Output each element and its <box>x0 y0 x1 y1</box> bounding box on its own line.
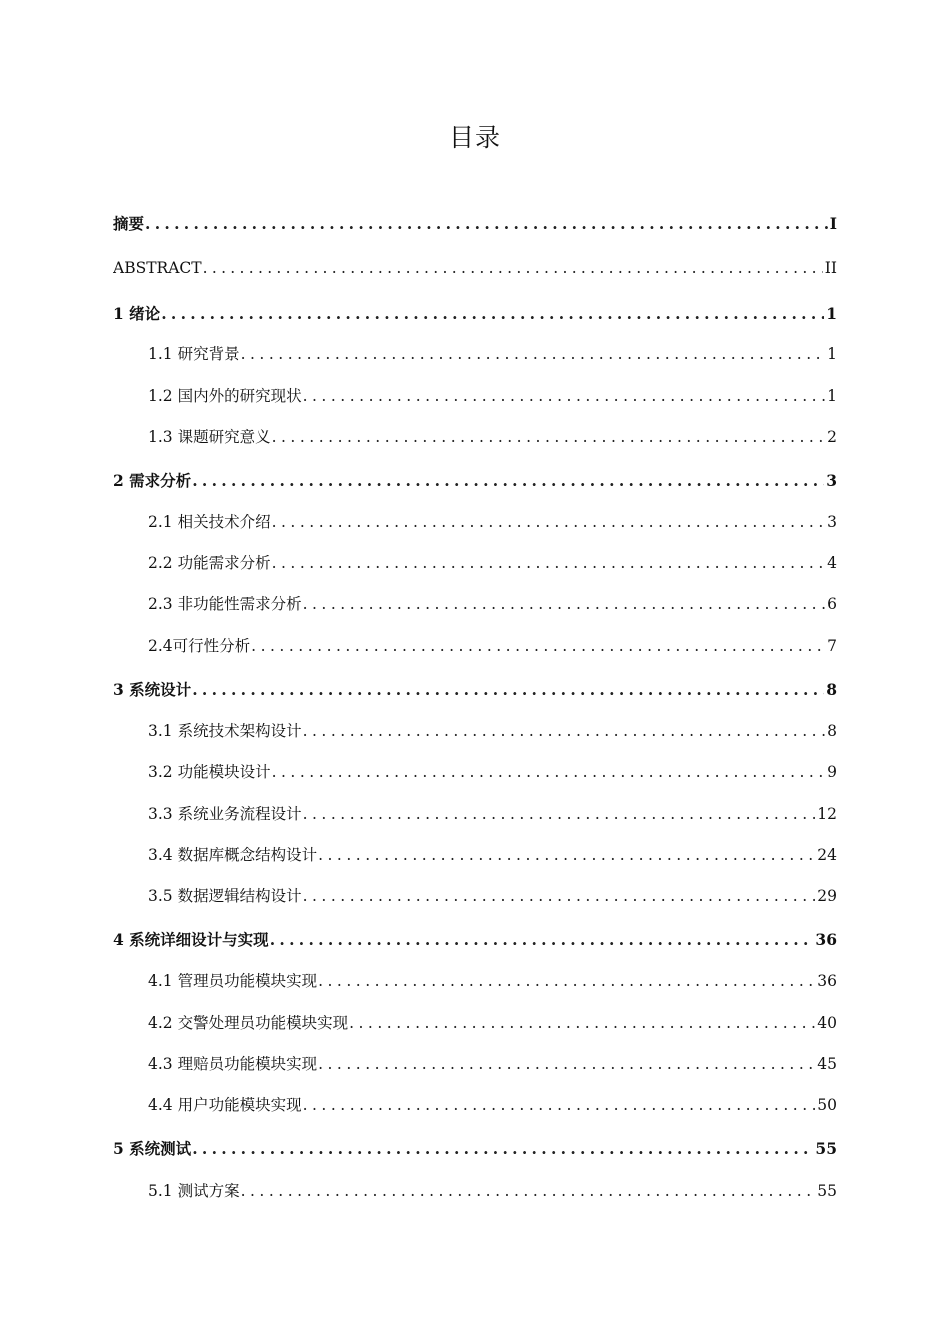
toc-dot-leader <box>270 930 814 952</box>
toc-dot-leader <box>303 1095 816 1117</box>
toc-entry-page: II <box>824 259 837 277</box>
toc-dot-leader <box>272 512 826 534</box>
toc-dot-leader <box>272 553 826 575</box>
toc-entry-chapter-4[interactable] <box>113 928 837 952</box>
toc-dot-leader <box>145 214 828 236</box>
toc-entry-page: 40 <box>817 1014 837 1032</box>
toc-entry-label: 2.2 功能需求分析 <box>148 554 271 572</box>
toc-dot-leader <box>192 1139 813 1161</box>
toc-entry-page: 1 <box>826 304 837 323</box>
toc-dot-leader <box>318 971 815 993</box>
toc-entry-page: 2 <box>827 428 837 446</box>
toc-entry-chapter-3[interactable] <box>113 678 837 702</box>
toc-entry-chapter-5[interactable] <box>113 1137 837 1161</box>
toc-entry-label: 2.1 相关技术介绍 <box>148 513 271 531</box>
toc-entry-abstract-cn[interactable] <box>113 212 837 236</box>
page-title: 目录 <box>448 123 501 152</box>
toc-entry-page: 45 <box>817 1055 837 1073</box>
toc-entry-page: 50 <box>817 1096 837 1114</box>
toc-entry-page: 12 <box>817 805 837 823</box>
toc-entry-page: 4 <box>827 554 837 572</box>
toc-entry-label: 1 绪论 <box>113 304 161 323</box>
toc-dot-leader <box>192 471 824 493</box>
toc-dot-leader <box>318 845 815 867</box>
toc-entry-label: 1.3 课题研究意义 <box>148 428 271 446</box>
toc-entry-chapter-1[interactable] <box>113 302 837 326</box>
toc-entry-page: 55 <box>817 1182 837 1200</box>
toc-entry-label: 4 系统详细设计与实现 <box>113 930 269 949</box>
toc-entry-label: 3.5 数据逻辑结构设计 <box>148 887 302 905</box>
toc-dot-leader <box>349 1013 815 1035</box>
toc-entry-2-1[interactable] <box>148 510 837 534</box>
toc-dot-leader <box>303 886 816 908</box>
toc-entry-chapter-2[interactable] <box>113 469 837 493</box>
toc-entry-page: 7 <box>827 637 837 655</box>
toc-dot-leader <box>241 344 826 366</box>
toc-entry-label: 4.2 交警处理员功能模块实现 <box>148 1014 349 1032</box>
toc-entry-abstract-en[interactable] <box>113 256 837 280</box>
toc-entry-page: 6 <box>827 595 837 613</box>
toc-entry-1-3[interactable] <box>148 425 837 449</box>
toc-dot-leader <box>303 386 826 408</box>
toc-entry-page: 29 <box>817 887 837 905</box>
toc-entry-page: 55 <box>815 1139 837 1158</box>
toc-entry-3-4[interactable] <box>148 843 837 867</box>
toc-entry-4-4[interactable] <box>148 1093 837 1117</box>
toc-entry-label: 2.4可行性分析 <box>148 637 251 655</box>
toc-entry-2-2[interactable] <box>148 551 837 575</box>
toc-entry-2-3[interactable] <box>148 592 837 616</box>
toc-entry-page: I <box>829 214 837 233</box>
toc-entry-page: 8 <box>827 722 837 740</box>
toc-entry-3-2[interactable] <box>148 760 837 784</box>
toc-entry-label: 2 需求分析 <box>113 471 192 490</box>
toc-entry-4-3[interactable] <box>148 1052 837 1076</box>
toc-entry-label: 3.2 功能模块设计 <box>148 763 271 781</box>
toc-dot-leader <box>251 636 825 658</box>
toc-entry-label: 1.1 研究背景 <box>148 345 240 363</box>
toc-dot-leader <box>303 721 826 743</box>
toc-entry-4-1[interactable] <box>148 969 837 993</box>
toc-entry-label: 4.3 理赔员功能模块实现 <box>148 1055 318 1073</box>
toc-entry-label: 1.2 国内外的研究现状 <box>148 387 302 405</box>
toc-entry-page: 9 <box>827 763 837 781</box>
toc-dot-leader <box>192 680 824 702</box>
toc-entry-label: 3 系统设计 <box>113 680 192 699</box>
toc-entry-label: 3.4 数据库概念结构设计 <box>148 846 318 864</box>
toc-entry-3-5[interactable] <box>148 884 837 908</box>
toc-dot-leader <box>303 804 816 826</box>
toc-dot-leader <box>161 304 824 326</box>
toc-entry-3-3[interactable] <box>148 802 837 826</box>
toc-entry-page: 8 <box>826 680 837 699</box>
toc-entry-label: 4.4 用户功能模块实现 <box>148 1096 302 1114</box>
toc-entry-label: 5 系统测试 <box>113 1139 192 1158</box>
toc-entry-5-1[interactable] <box>148 1179 837 1203</box>
toc-entry-label: 5.1 测试方案 <box>148 1182 240 1200</box>
toc-dot-leader <box>203 258 823 280</box>
toc-entry-page: 24 <box>817 846 837 864</box>
toc-entry-1-1[interactable] <box>148 342 837 366</box>
toc-entry-1-2[interactable] <box>148 384 837 408</box>
toc-dot-leader <box>318 1054 815 1076</box>
toc-entry-page: 36 <box>817 972 837 990</box>
toc-dot-leader <box>272 762 826 784</box>
toc-dot-leader <box>272 427 826 449</box>
toc-entry-3-1[interactable] <box>148 719 837 743</box>
toc-dot-leader <box>303 594 826 616</box>
toc-entry-2-4[interactable] <box>148 634 837 658</box>
toc-entry-page: 1 <box>827 345 837 363</box>
toc-entry-4-2[interactable] <box>148 1011 837 1035</box>
toc-entry-label: 3.3 系统业务流程设计 <box>148 805 302 823</box>
toc-entry-label: 摘要 <box>113 214 145 233</box>
toc-entry-label: 3.1 系统技术架构设计 <box>148 722 302 740</box>
toc-entry-page: 3 <box>827 513 837 531</box>
toc-entry-label: ABSTRACT <box>113 259 202 277</box>
toc-entry-label: 2.3 非功能性需求分析 <box>148 595 302 613</box>
toc-entry-page: 1 <box>827 387 837 405</box>
toc-entry-page: 36 <box>815 930 837 949</box>
toc-entry-label: 4.1 管理员功能模块实现 <box>148 972 318 990</box>
toc-dot-leader <box>241 1181 816 1203</box>
toc-entry-page: 3 <box>826 471 837 490</box>
